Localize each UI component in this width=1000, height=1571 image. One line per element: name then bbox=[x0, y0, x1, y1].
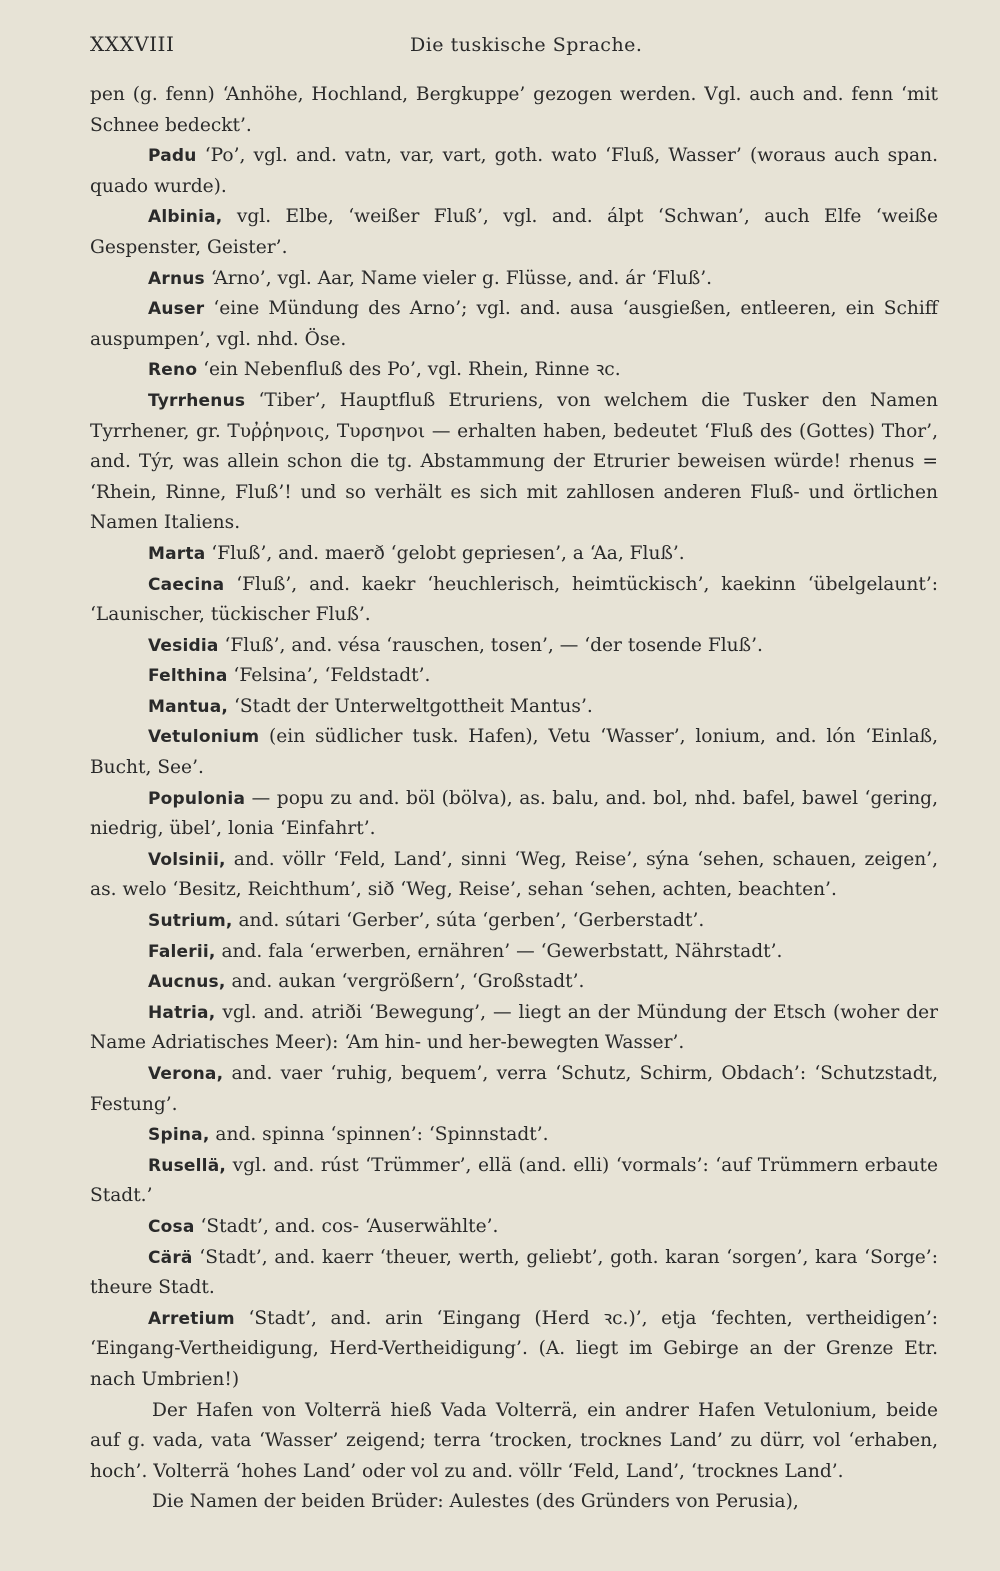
entry-text: and. vaer ‘ruhig, bequem’, verra ‘Schutz, Schirm, Obdach’: ‘Schutzstadt, Festung’. bbox=[90, 1063, 938, 1115]
entry-text: ‘Stadt’, and. kaerr ‘theuer, werth, geliebt’, goth. karan ‘sorgen’, kara ‘Sorge’: theure Stadt. bbox=[90, 1246, 938, 1299]
paragraph: pen (g. fenn) ‘Anhöhe, Hochland, Bergkuppe’ gezogen werden. Vgl. auch and. fenn ‘mit Schnee bedeckt’. bbox=[90, 84, 938, 136]
page-header bbox=[90, 32, 938, 70]
entry-keyword: Cärä bbox=[148, 1247, 193, 1268]
entry bbox=[90, 1059, 938, 1120]
entry-text: ‘Felsina’, ‘Feldstadt’. bbox=[227, 665, 431, 687]
entry-keyword: Tyrrhenus bbox=[148, 390, 246, 411]
entry-keyword: Arnus bbox=[148, 268, 205, 289]
entry-text: vgl. and. atriði ‘Bewegung’, — liegt an der Mündung der Etsch (woher der Name Adriatisches Meer): ‘Am hin- und her-bewegten Wasser’. bbox=[90, 1001, 938, 1054]
entry-text: ‘eine Mündung des Arno’; vgl. and. ausa ‘ausgießen, entleeren, ein Schiff auspumpen’, vgl. nhd. Öse. bbox=[90, 298, 938, 350]
entry-keyword: Auser bbox=[148, 299, 205, 320]
entry-text: ‘Fluß’, and. maerð ‘gelobt gepriesen’, a ‘Aa, Fluß’. bbox=[205, 542, 685, 564]
entry bbox=[90, 692, 938, 723]
entry bbox=[90, 1304, 938, 1396]
entry bbox=[90, 264, 938, 295]
entry-text: (ein südlicher tusk. Hafen), Vetu ‘Wasser’, lonium, and. lón ‘Einlaß, Bucht, See’. bbox=[90, 726, 938, 779]
entry-keyword: Felthina bbox=[148, 666, 228, 687]
entry bbox=[90, 998, 938, 1059]
entry-text: ‘Tiber’, Hauptfluß Etruriens, von welchem die Tusker den Namen Tyrrhener, gr. Τυῤῥηνοις, Τυρσηνοι — erhalten haben, bedeutet ‘Fluß des (Gottes) Thor’, and. Týr, was allein schon die tg. Abstammung der Etrurier beweisen würde! rhenus = ‘Rhein, Rinne, Fluß’! und so verhält es sich mit zahllosen anderen Fluß- und örtlichen Namen Italiens. bbox=[90, 389, 938, 534]
entry bbox=[90, 386, 938, 539]
entry-keyword: Reno bbox=[148, 360, 198, 381]
entry bbox=[90, 355, 938, 386]
entry bbox=[90, 141, 938, 202]
entry bbox=[90, 661, 938, 692]
paragraph: Der Hafen von Volterrä hieß Vada Volterrä, ein andrer Hafen Vetulonium, beide auf g. vada, vata ‘Wasser’ zeigend; terra ‘trocken, trocknes Land’ zu dürr, vol ‘erhaben, hoch’. Volterrä ‘hohes Land’ oder vol zu and. völlr ‘Feld, Land’, ‘trocknes Land’. bbox=[90, 1399, 938, 1482]
entry bbox=[90, 845, 938, 906]
entry-text: ‘Stadt der Unterweltgottheit Mantus’. bbox=[228, 695, 593, 717]
paragraph: Die Namen der beiden Brüder: Aulestes (des Gründers von Perusia), bbox=[152, 1491, 799, 1513]
entry-text: ‘Fluß’, and. kaekr ‘heuchlerisch, heimtückisch’, kaekinn ‘übelgelaunt’: ‘Launischer, tückischer Fluß’. bbox=[90, 573, 938, 626]
entry-keyword: Hatria, bbox=[148, 1002, 216, 1023]
entry-keyword: Marta bbox=[148, 543, 206, 564]
entry-text: and. aukan ‘vergrößern’, ‘Großstadt’. bbox=[225, 971, 585, 993]
entry-text: — popu zu and. böl (bölva), as. balu, and. bol, nhd. bafel, bawel ‘gering, niedrig, übel’, lonia ‘Einfahrt’. bbox=[90, 787, 938, 840]
entry-keyword: Spina, bbox=[148, 1125, 210, 1146]
entry-text: and. sútari ‘Gerber’, súta ‘gerben’, ‘Gerberstadt’. bbox=[232, 910, 705, 932]
entry-keyword: Sutrium, bbox=[148, 911, 233, 932]
entry-keyword: Cosa bbox=[148, 1216, 195, 1237]
entry-keyword: Mantua, bbox=[148, 696, 229, 717]
entry-keyword: Caecina bbox=[148, 574, 225, 595]
entry-keyword: Volsinii, bbox=[148, 849, 226, 870]
entry-keyword: Vesidia bbox=[148, 635, 219, 656]
entry-text: ‘Arno’, vgl. Aar, Name vieler g. Flüsse, and. ár ‘Fluß’. bbox=[204, 267, 713, 289]
entry bbox=[90, 906, 938, 937]
entry bbox=[90, 722, 938, 783]
entry bbox=[90, 631, 938, 662]
entry bbox=[90, 1151, 938, 1212]
entry-keyword: Populonia bbox=[148, 788, 246, 809]
entry-keyword: Albinia, bbox=[148, 207, 223, 228]
entry bbox=[90, 202, 938, 263]
entry-text: and. fala ‘erwerben, ernähren’ — ‘Gewerbstatt, Nährstadt’. bbox=[215, 940, 783, 962]
entry-keyword: Rusellä, bbox=[148, 1155, 227, 1176]
entry-text: ‘Stadt’, and. arin ‘Eingang (Herd ꝛc.)’, etja ‘fechten, vertheidigen’: ‘Eingang-Vertheidigung, Herd-Vertheidigung’. (A. liegt im Gebirge an der Grenze Etr. nach Umbrien!) bbox=[90, 1307, 938, 1390]
entry-keyword: Padu bbox=[148, 146, 197, 167]
entry bbox=[90, 937, 938, 968]
entry bbox=[90, 784, 938, 845]
entry bbox=[90, 539, 938, 570]
entry-text: and. völlr ‘Feld, Land’, sinni ‘Weg, Reise’, sýna ‘sehen, schauen, zeigen’, as. welo ‘Besitz, Reichthum’, sið ‘Weg, Reise’, sehan ‘sehen, achten, beachten’. bbox=[90, 848, 938, 901]
entry bbox=[90, 294, 938, 355]
entry-text: vgl. and. rúst ‘Trümmer’, ellä (and. elli) ‘vormals’: ‘auf Trümmern erbaute Stadt.’ bbox=[90, 1154, 938, 1207]
entry-keyword: Arretium bbox=[148, 1308, 235, 1329]
entry-text: and. spinna ‘spinnen’: ‘Spinnstadt’. bbox=[209, 1124, 549, 1146]
entry-text: vgl. Elbe, ‘weißer Fluß’, vgl. and. álpt ‘Schwan’, auch Elfe ‘weiße Gespenster, Geister’. bbox=[90, 206, 938, 258]
running-title: Die tuskische Sprache. bbox=[410, 34, 643, 56]
page-body bbox=[90, 80, 938, 1518]
entry-text: ‘Stadt’, and. cos- ‘Auserwählte’. bbox=[194, 1215, 499, 1237]
entry bbox=[90, 1212, 938, 1243]
entry bbox=[90, 967, 938, 998]
entry-text: ‘Po’, vgl. and. vatn, var, vart, goth. wato ‘Fluß, Wasser’ (woraus auch span. quado wurde). bbox=[90, 145, 938, 197]
entry-text: ‘Fluß’, and. vésa ‘rauschen, tosen’, — ‘der tosende Fluß’. bbox=[218, 634, 763, 656]
entry bbox=[90, 1243, 938, 1304]
entry-keyword: Falerii, bbox=[148, 941, 216, 962]
entry-text: ‘ein Nebenfluß des Po’, vgl. Rhein, Rinne ꝛc. bbox=[197, 359, 621, 381]
entry-keyword: Vetulonium bbox=[148, 727, 260, 748]
entry bbox=[90, 570, 938, 631]
entry-keyword: Verona, bbox=[148, 1064, 224, 1084]
page-number: XXXVIII bbox=[90, 32, 175, 56]
entry bbox=[90, 1120, 938, 1151]
entry-keyword: Aucnus, bbox=[148, 972, 226, 993]
